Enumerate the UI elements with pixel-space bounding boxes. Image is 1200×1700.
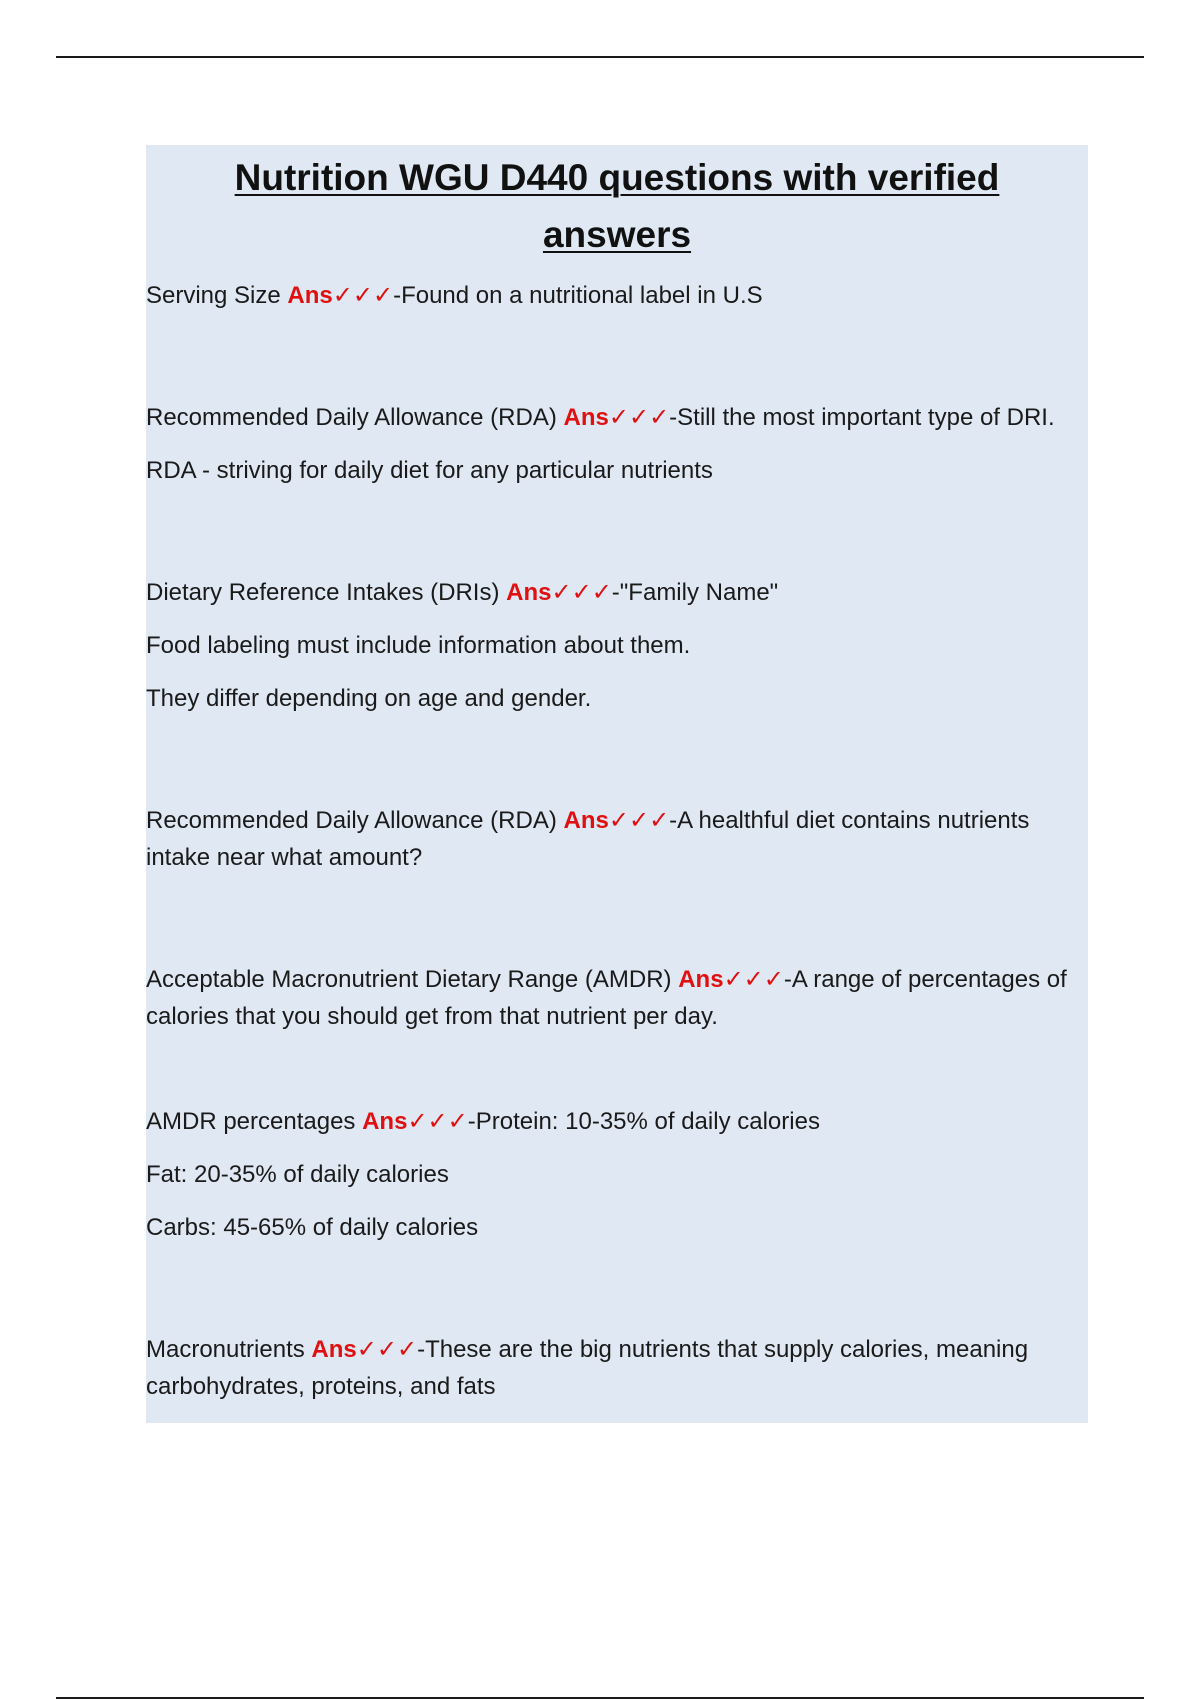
qa-answer: -A healthful diet contains nutrients intake near what amount? [146,807,1030,871]
check-marks: ✓✓✓ [356,1336,418,1363]
qa-term: Serving Size [146,282,288,309]
qa-term: Recommended Daily Allowance (RDA) [146,404,564,431]
qa-list [146,277,1088,1405]
spacer [146,733,1088,802]
qa-term: Acceptable Macronutrient Dietary Range (AMDR) [146,966,679,993]
ans-label: Ans [506,579,552,606]
ans-label: Ans [563,807,609,834]
qa-extra-line: Food labeling must include information about them. [146,632,691,659]
qa-answer: -Protein: 10-35% of daily calories [467,1108,820,1135]
qa-answer: -"Family Name" [611,579,779,606]
qa-answer: -Found on a nutritional label in U.S [393,282,763,309]
spacer [146,1262,1088,1331]
qa-entry [146,802,1088,876]
qa-entry [146,961,1088,1035]
document-content [146,145,1088,1423]
check-marks: ✓✓✓ [332,282,394,309]
title-wrap [187,145,1047,263]
check-marks: ✓✓✓ [723,966,784,993]
qa-line [146,961,1088,1035]
qa-line [146,277,1088,314]
qa-line [146,1331,1088,1405]
qa-entry [146,574,1088,717]
document-title: Nutrition WGU D440 questions with verified answers [234,157,1000,255]
qa-term: AMDR percentages [146,1108,363,1135]
qa-line [146,1103,1088,1140]
ans-label: Ans [287,282,333,309]
spacer [146,330,1088,399]
qa-entry [146,277,1088,314]
qa-extra-line: Fat: 20-35% of daily calories [146,1161,449,1188]
qa-line [146,802,1088,876]
qa-answer: -Still the most important type of DRI. [669,404,1055,431]
qa-line [146,574,1088,611]
qa-entry [146,1103,1088,1246]
qa-entry [146,1331,1088,1405]
qa-extra-line: Carbs: 45-65% of daily calories [146,1214,479,1241]
ans-label: Ans [311,1336,357,1363]
qa-term: Recommended Daily Allowance (RDA) [146,807,564,834]
check-marks: ✓✓✓ [608,404,670,431]
ans-label: Ans [563,404,609,431]
qa-extra-line: They differ depending on age and gender. [146,685,592,712]
qa-line [146,399,1088,436]
qa-term: Dietary Reference Intakes (DRIs) [146,579,507,606]
qa-answer: -These are the big nutrients that supply calories, meaning carbohydrates, proteins, and fats [146,1336,1029,1400]
ans-label: Ans [362,1108,408,1135]
check-marks: ✓✓✓ [407,1108,468,1135]
ans-label: Ans [678,966,724,993]
qa-entry [146,399,1088,489]
check-marks: ✓✓✓ [551,579,612,606]
check-marks: ✓✓✓ [608,807,670,834]
spacer [146,505,1088,574]
bottom-rule [56,1697,1144,1699]
qa-extra-line: RDA - striving for daily diet for any particular nutrients [146,457,713,484]
spacer [146,892,1088,961]
top-rule [56,56,1144,58]
spacer [146,1051,1088,1103]
qa-term: Macronutrients [146,1336,312,1363]
qa-answer: -A range of percentages of calories that you should get from that nutrient per day. [146,966,1067,1030]
